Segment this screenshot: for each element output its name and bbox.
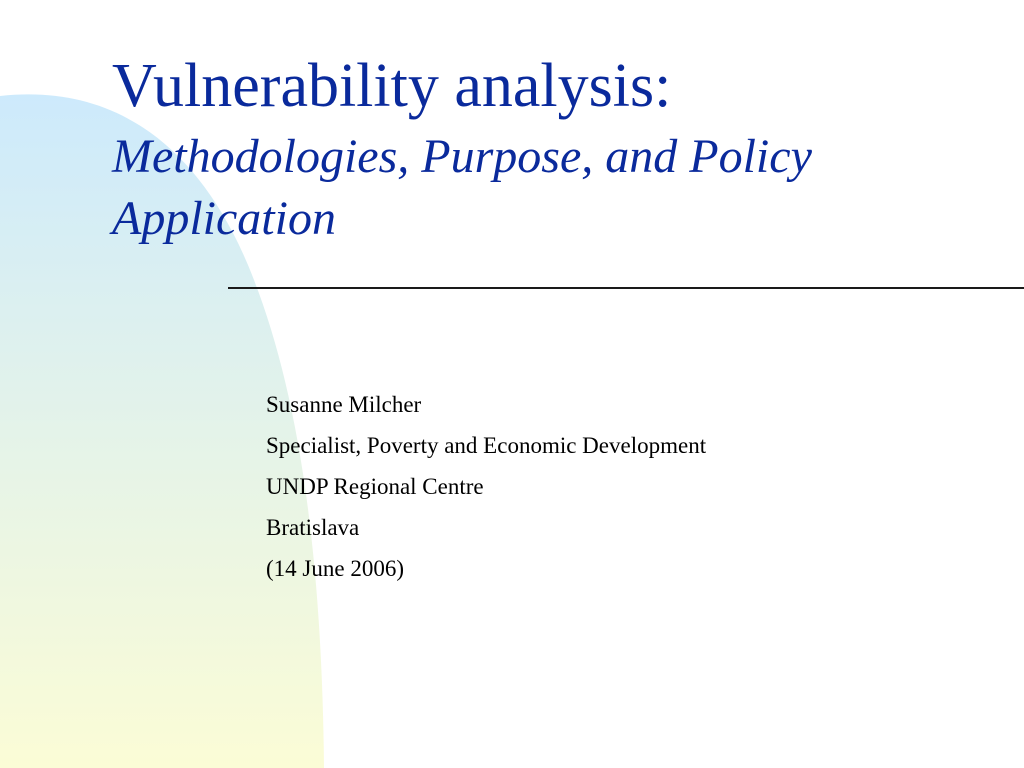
presenter-position: Specialist, Poverty and Economic Development <box>266 433 707 458</box>
presenter-organization: UNDP Regional Centre <box>266 474 484 499</box>
presenter-info <box>266 384 966 589</box>
title-block <box>112 46 1012 250</box>
presenter-name: Susanne Milcher <box>266 392 422 417</box>
title-divider <box>228 287 1024 289</box>
slide-title: Vulnerability analysis: <box>112 52 672 120</box>
slide-subtitle: Methodologies, Purpose, and Policy Application <box>112 130 812 245</box>
presentation-date: (14 June 2006) <box>266 556 404 581</box>
presenter-location: Bratislava <box>266 515 360 540</box>
